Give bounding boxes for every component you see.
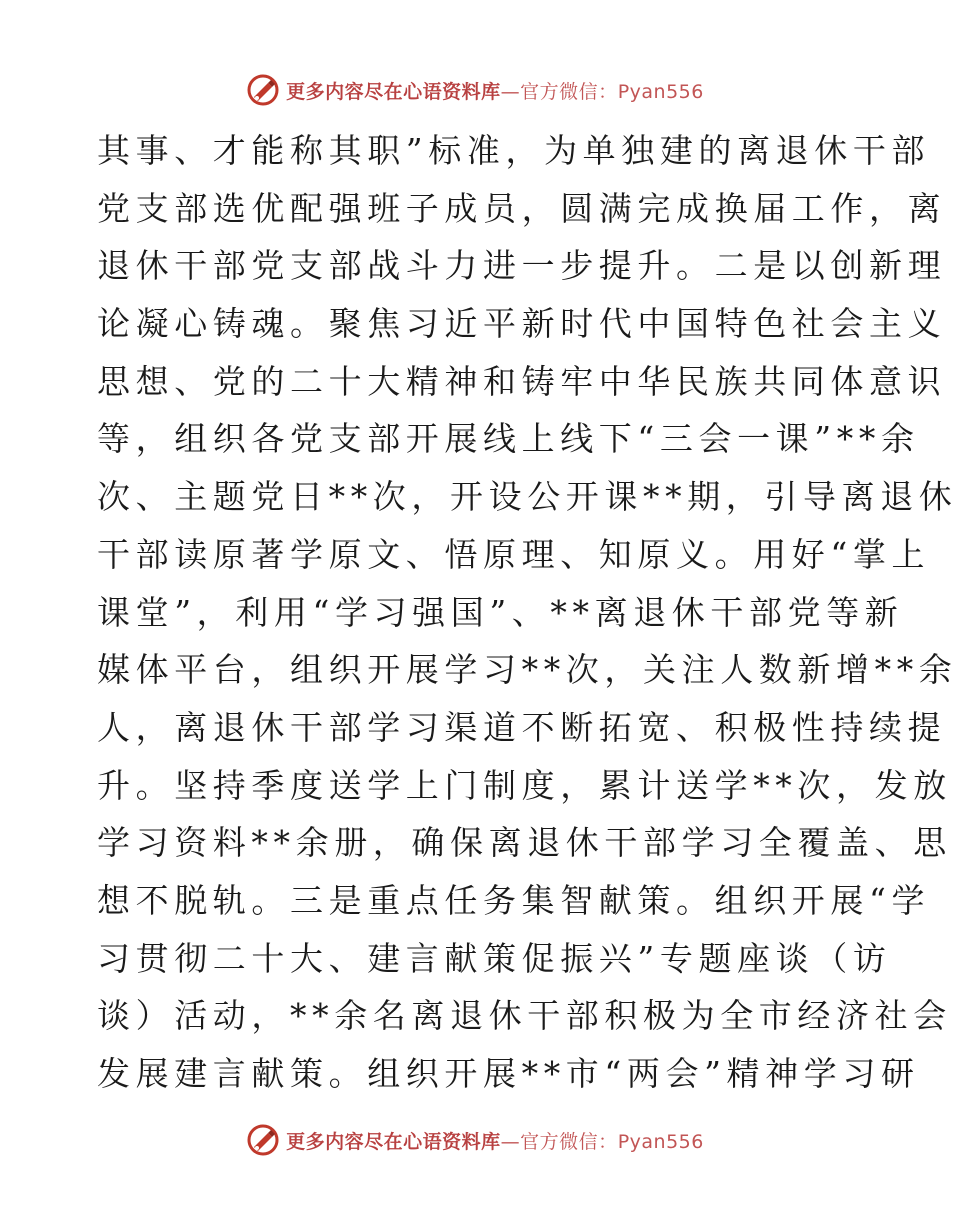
watermark-text	[286, 77, 704, 104]
header-watermark	[0, 70, 950, 110]
text-line: 媒体平台，组织开展学习**次，关注人数新增**余	[97, 650, 957, 690]
document-body	[97, 122, 957, 1103]
watermark-separator: —	[500, 80, 521, 103]
text-line: 学习资料**余册，确保离退休干部学习全覆盖、思	[97, 823, 952, 863]
watermark-wechat-id: Pyan556	[617, 1130, 704, 1153]
text-line: 论凝心铸魂。聚焦习近平新时代中国特色社会主义	[97, 304, 947, 344]
text-line: 升。坚持季度送学上门制度，累计送学**次，发放	[97, 765, 952, 805]
text-line: 课堂”，利用“学习强国”、**离退休干部党等新	[97, 592, 904, 632]
text-line: 习贯彻二十大、建言献策促振兴”专题座谈（访	[97, 938, 892, 978]
watermark-sub: 官方微信：	[520, 1130, 618, 1153]
text-line: 谈）活动，**余名离退休干部积极为全市经济社会	[97, 996, 952, 1036]
text-line: 其事、才能称其职”标准，为单独建的离退休干部	[97, 131, 931, 170]
watermark-sub: 官方微信：	[520, 80, 618, 103]
pen-logo-icon	[246, 1123, 280, 1157]
text-line: 干部读原著学原文、悟原理、知原义。用好“掌上	[97, 534, 931, 574]
text-line: 想不脱轨。三是重点任务集智献策。组织开展“学	[97, 880, 931, 920]
watermark-main: 更多内容尽在心语资料库	[286, 80, 501, 103]
pen-logo-icon	[246, 73, 280, 107]
watermark-wechat-id: Pyan556	[617, 80, 704, 103]
text-line: 思想、党的二十大精神和铸牢中华民族共同体意识	[97, 361, 947, 401]
watermark-separator: —	[500, 1130, 521, 1153]
watermark-main: 更多内容尽在心语资料库	[286, 1130, 501, 1153]
text-line: 次、主题党日**次，开设公开课**期，引导离退休	[97, 477, 957, 517]
text-line: 党支部选优配强班子成员，圆满完成换届工作，离	[97, 188, 947, 228]
text-line: 等，组织各党支部开展线上线下“三会一课”**余	[97, 419, 920, 459]
text-line: 发展建言献策。组织开展**市“两会”精神学习研	[97, 1054, 920, 1093]
text-line: 人，离退休干部学习渠道不断拓宽、积极性持续提	[97, 707, 947, 747]
footer-watermark	[0, 1120, 950, 1160]
watermark-text	[286, 1127, 704, 1154]
text-line: 退休干部党支部战斗力进一步提升。二是以创新理	[97, 246, 947, 286]
